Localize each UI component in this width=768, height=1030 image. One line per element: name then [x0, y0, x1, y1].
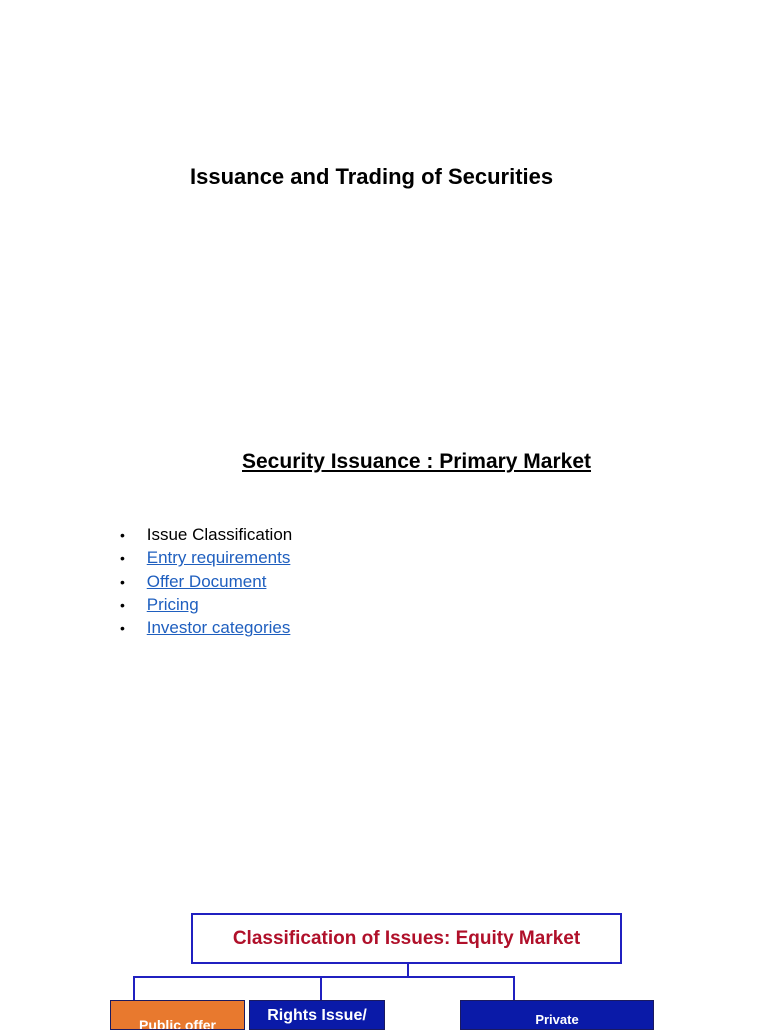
pricing-link[interactable]: Pricing [146, 594, 199, 614]
bullet-icon: • [120, 550, 125, 567]
section-heading: Security Issuance : Primary Market [242, 450, 592, 473]
connector-line [513, 976, 515, 1000]
private-placement-box [460, 1000, 654, 1030]
bullet-icon: • [120, 596, 125, 613]
issue-classification-label: Issue Classification [146, 525, 293, 544]
connector-line [407, 962, 409, 976]
connector-line [134, 976, 514, 978]
connector-line [133, 976, 135, 1000]
investor-categories-link[interactable]: Investor categories [146, 618, 291, 638]
private-label: Private [535, 1012, 579, 1027]
offer-document-link[interactable]: Offer Document [146, 571, 267, 591]
connector-line [320, 976, 322, 1000]
list-item[interactable] [120, 593, 292, 616]
public-offer-label: Public offer [138, 1017, 216, 1030]
rights-issue-label: Rights Issue/ [267, 1007, 367, 1024]
diagram-root-label: Classification of Issues: Equity Market [232, 927, 581, 949]
topic-list [120, 523, 292, 639]
bullet-icon: • [120, 573, 125, 590]
list-item[interactable] [120, 570, 292, 593]
entry-requirements-link[interactable]: Entry requirements [146, 548, 291, 568]
list-item[interactable] [120, 546, 292, 569]
bullet-icon: • [120, 620, 125, 637]
public-offer-box [110, 1000, 245, 1030]
list-item[interactable] [120, 616, 292, 639]
list-item [120, 523, 292, 546]
rights-issue-box [249, 1000, 385, 1030]
diagram-root-box [191, 913, 622, 964]
document-title: Issuance and Trading of Securities [190, 164, 554, 189]
bullet-icon: • [120, 527, 125, 543]
